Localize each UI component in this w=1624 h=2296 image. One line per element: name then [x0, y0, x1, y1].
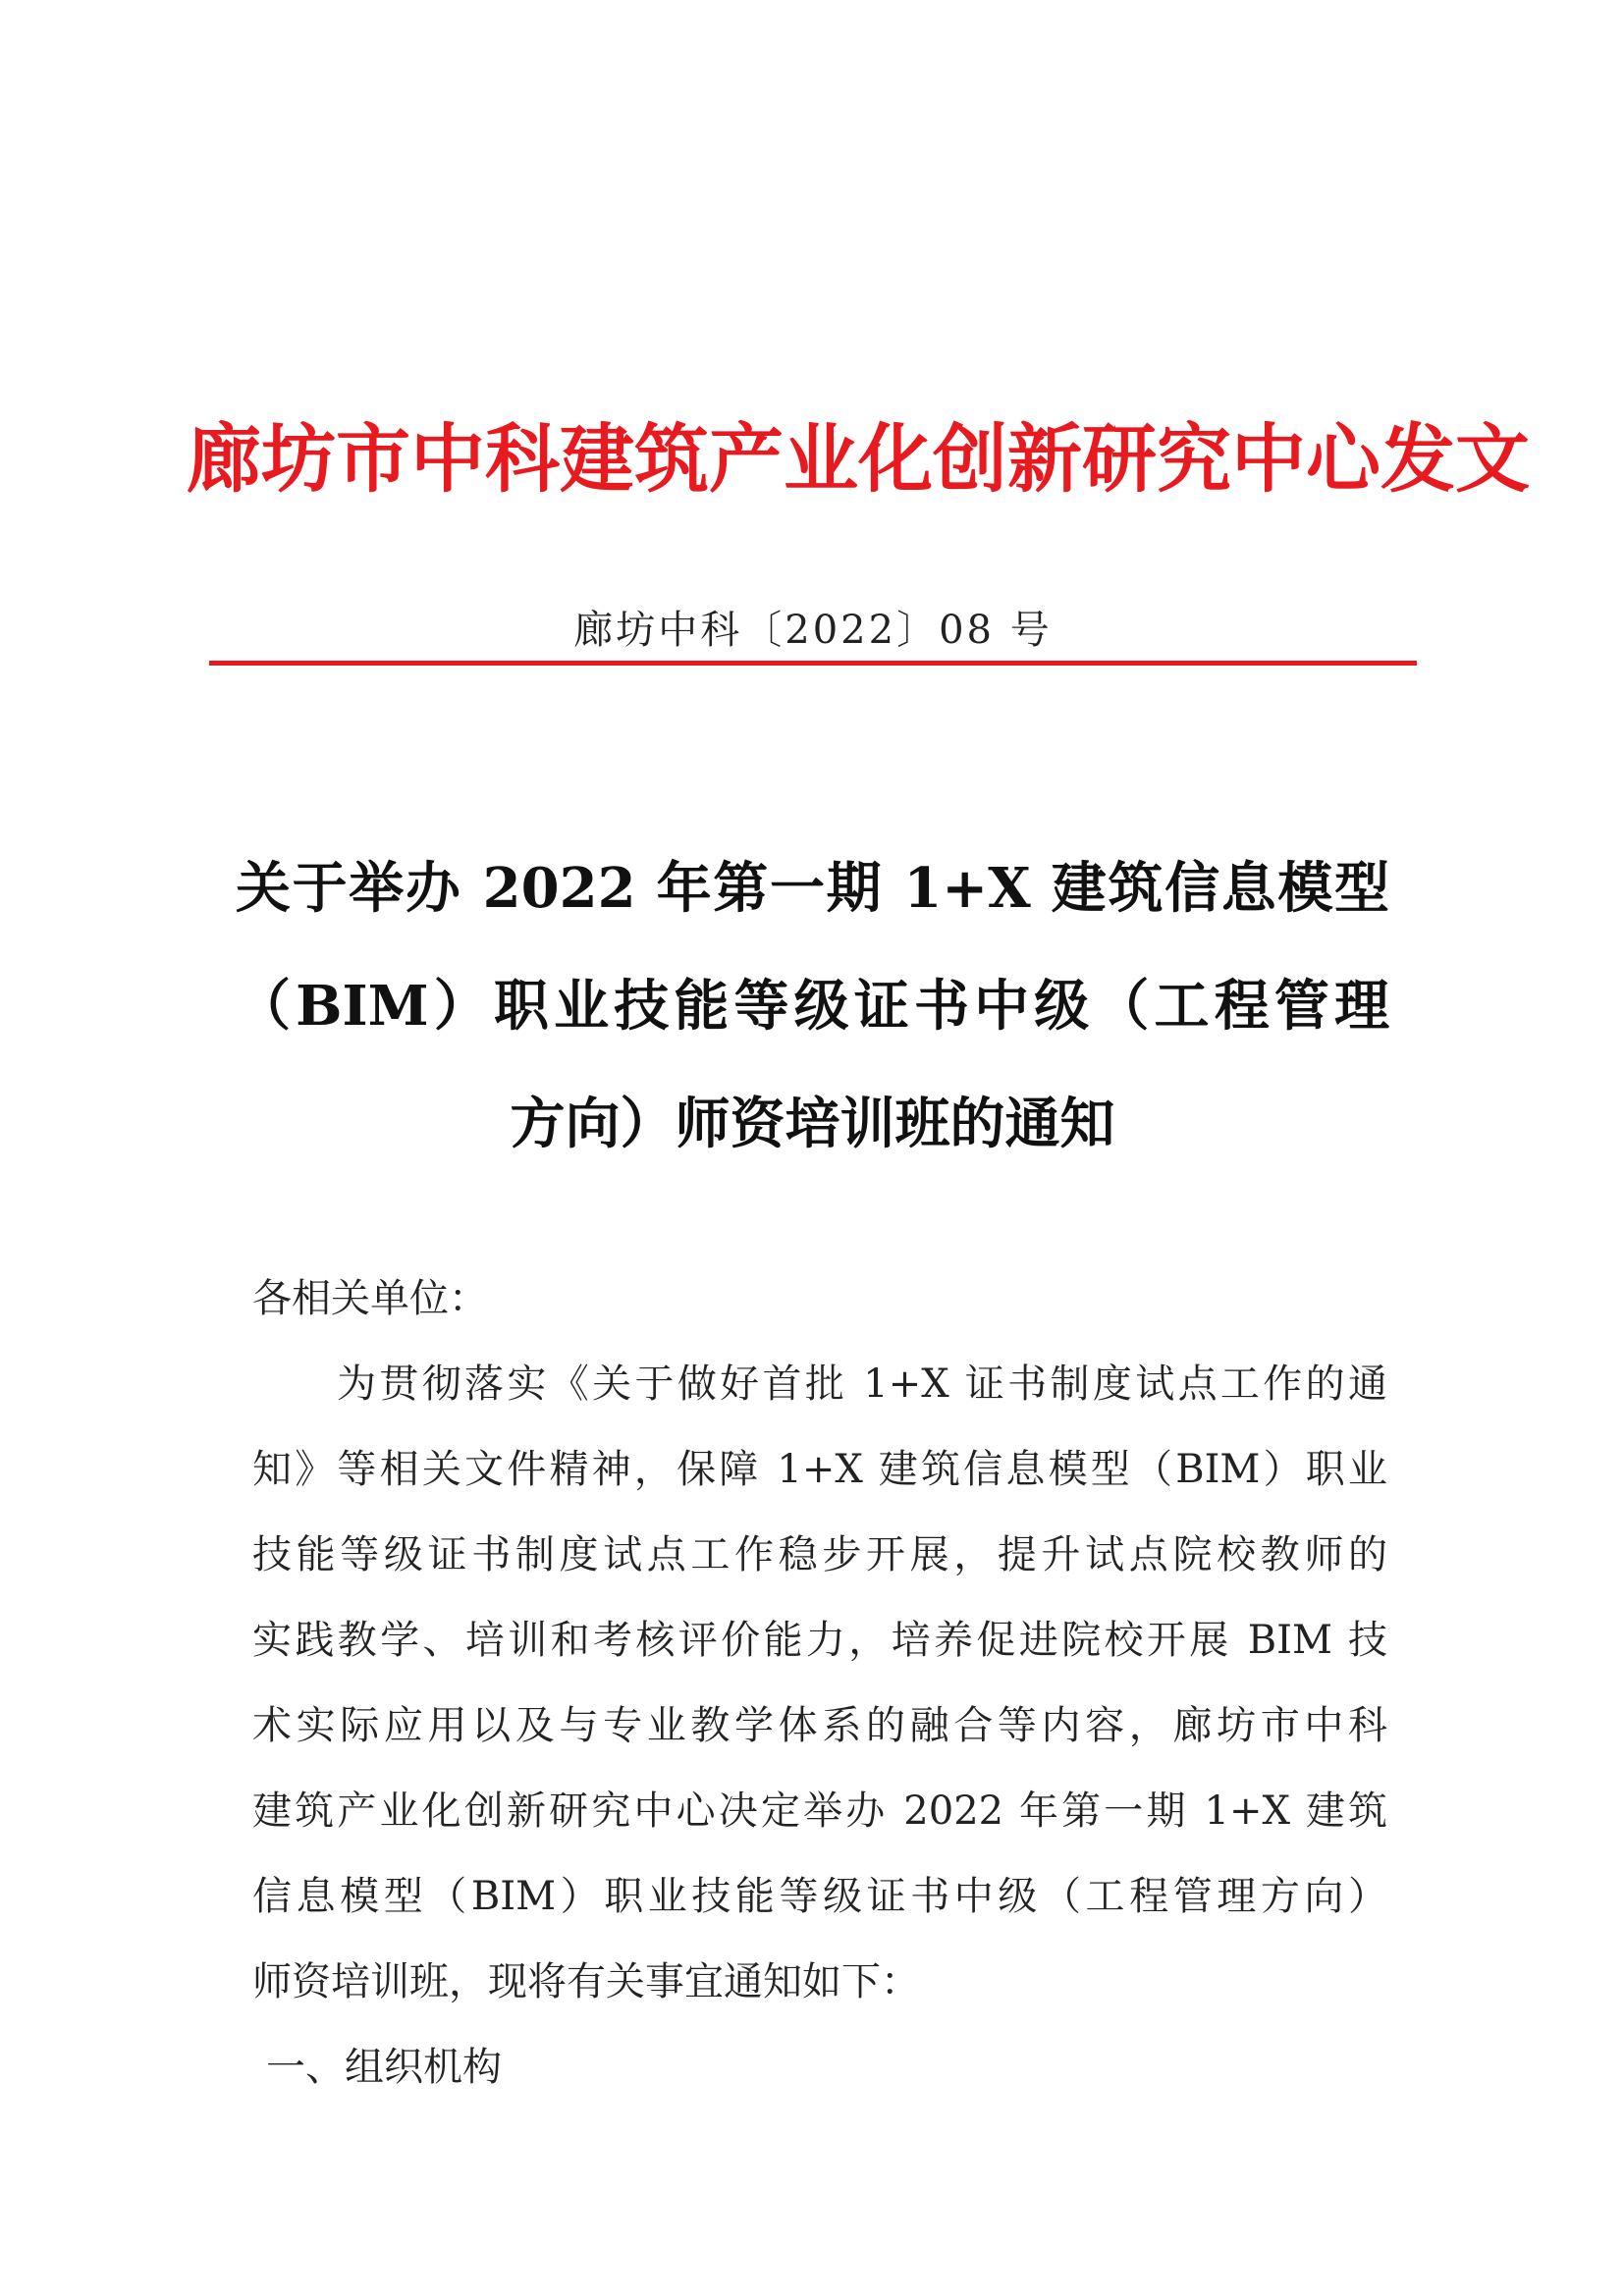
- paragraph-line: 实践教学、培训和考核评价能力，培养促进院校开展 BIM 技: [252, 1618, 1387, 1663]
- notice-title: [236, 829, 1389, 1183]
- paragraph-line: 术实际应用以及与专业教学体系的融合等内容，廊坊市中科: [252, 1703, 1387, 1748]
- paragraph-line: 技能等级证书制度试点工作稳步开展，提升试点院校教师的: [252, 1532, 1387, 1577]
- title-line: （BIM）职业技能等级证书中级（工程管理: [236, 974, 1389, 1039]
- title-line: 关于举办 2022 年第一期 1+X 建筑信息模型: [236, 856, 1389, 921]
- document-number: 廊坊中科〔2022〕08 号: [573, 608, 1053, 653]
- section-heading: 一、组织机构: [266, 2045, 502, 2090]
- paragraph-line: 建筑产业化创新研究中心决定举办 2022 年第一期 1+X 建筑: [252, 1789, 1387, 1834]
- paragraph-line: 师资培训班，现将有关事宜通知如下：: [252, 1959, 920, 2004]
- notice-body: [252, 1256, 1387, 2110]
- paragraph-line: 知》等相关文件精神，保障 1+X 建筑信息模型（BIM）职业: [252, 1447, 1387, 1492]
- issuing-org-header: 廊坊市中科建筑产业化创新研究中心发文: [187, 415, 1530, 503]
- title-line: 方向）师资培训班的通知: [510, 1092, 1115, 1156]
- red-divider-line: [209, 661, 1417, 666]
- paragraph-line: 为贯彻落实《关于做好首批 1+X 证书制度试点工作的通: [337, 1362, 1387, 1407]
- paragraph-line: 信息模型（BIM）职业技能等级证书中级（工程管理方向）: [252, 1874, 1387, 1919]
- salutation: 各相关单位：: [252, 1276, 488, 1321]
